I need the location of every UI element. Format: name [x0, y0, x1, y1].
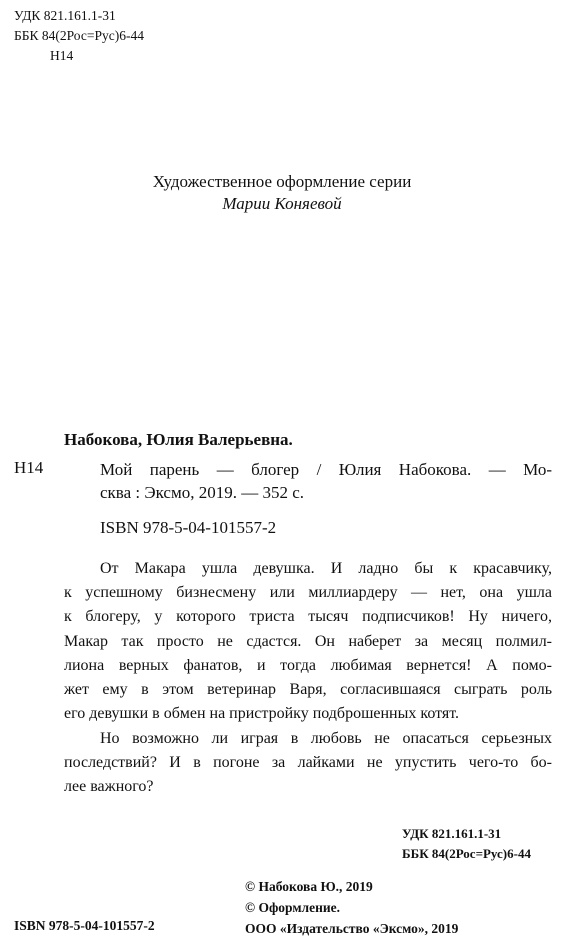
record-author: Набокова, Юлия Валерьевна. — [64, 430, 293, 449]
annotation-line: к блогеру, у которого триста тысяч подписчиков! Ну ничего, — [64, 608, 552, 626]
udk-code: УДК 821.161.1-31 — [14, 8, 116, 23]
annotation-line: Макар так просто не сдастся. Он наберет за месяц полмил- — [64, 632, 552, 650]
annotation-line: к успешному бизнесмену или миллиардеру — нет, она ушла — [64, 584, 552, 602]
record-author-mark: Н14 — [14, 458, 44, 477]
bbk-code: ББК 84(2Рос=Рус)6-44 — [14, 28, 144, 43]
annotation-line: От Макара ушла девушка. И ладно бы к красавчику, — [100, 560, 552, 577]
udk-code-bottom: УДК 821.161.1-31 — [402, 826, 502, 841]
annotation-paragraph-1 — [64, 557, 552, 726]
annotation-paragraph-2 — [64, 727, 552, 800]
copyright-block — [245, 876, 458, 939]
designer-name: Марии Коняевой — [222, 194, 342, 213]
top-classification-codes — [14, 6, 144, 66]
title-line: Мой парень — блогер / Юлия Набокова. — Мо- — [100, 460, 552, 479]
annotation-line: его девушки в обмен на пристройку подброшенных котят. — [64, 705, 460, 723]
copyright-author: © Набокова Ю., 2019 — [245, 879, 373, 894]
copyright-publisher: ООО «Издательство «Эксмо», 2019 — [245, 921, 459, 936]
annotation-line: лее важного? — [64, 778, 154, 796]
annotation-line: последствий? И в погоне за лайками не упустить чего-то бо- — [64, 754, 552, 772]
annotation-line: жет ему в этом ветеринар Варя, согласившаяся сыграть роль — [64, 681, 552, 699]
author-mark: Н14 — [50, 48, 74, 63]
series-design-credit: Художественное оформление серии — [152, 172, 412, 191]
title-line: сква : Эксмо, 2019. — 352 с. — [100, 483, 305, 502]
record-title — [100, 458, 552, 504]
bottom-classification-codes — [402, 824, 531, 864]
copyright-design: © Оформление. — [245, 900, 341, 915]
bbk-code-bottom: ББК 84(2Рос=Рус)6-44 — [402, 846, 531, 861]
annotation-line: Но возможно ли играя в любовь не опасаться серьезных — [100, 730, 552, 747]
isbn-bottom: ISBN 978-5-04-101557-2 — [14, 918, 155, 933]
record-isbn: ISBN 978-5-04-101557-2 — [100, 518, 277, 537]
annotation-line: лиона верных фанатов, и тогда любимая вернется! А помо- — [64, 656, 552, 674]
